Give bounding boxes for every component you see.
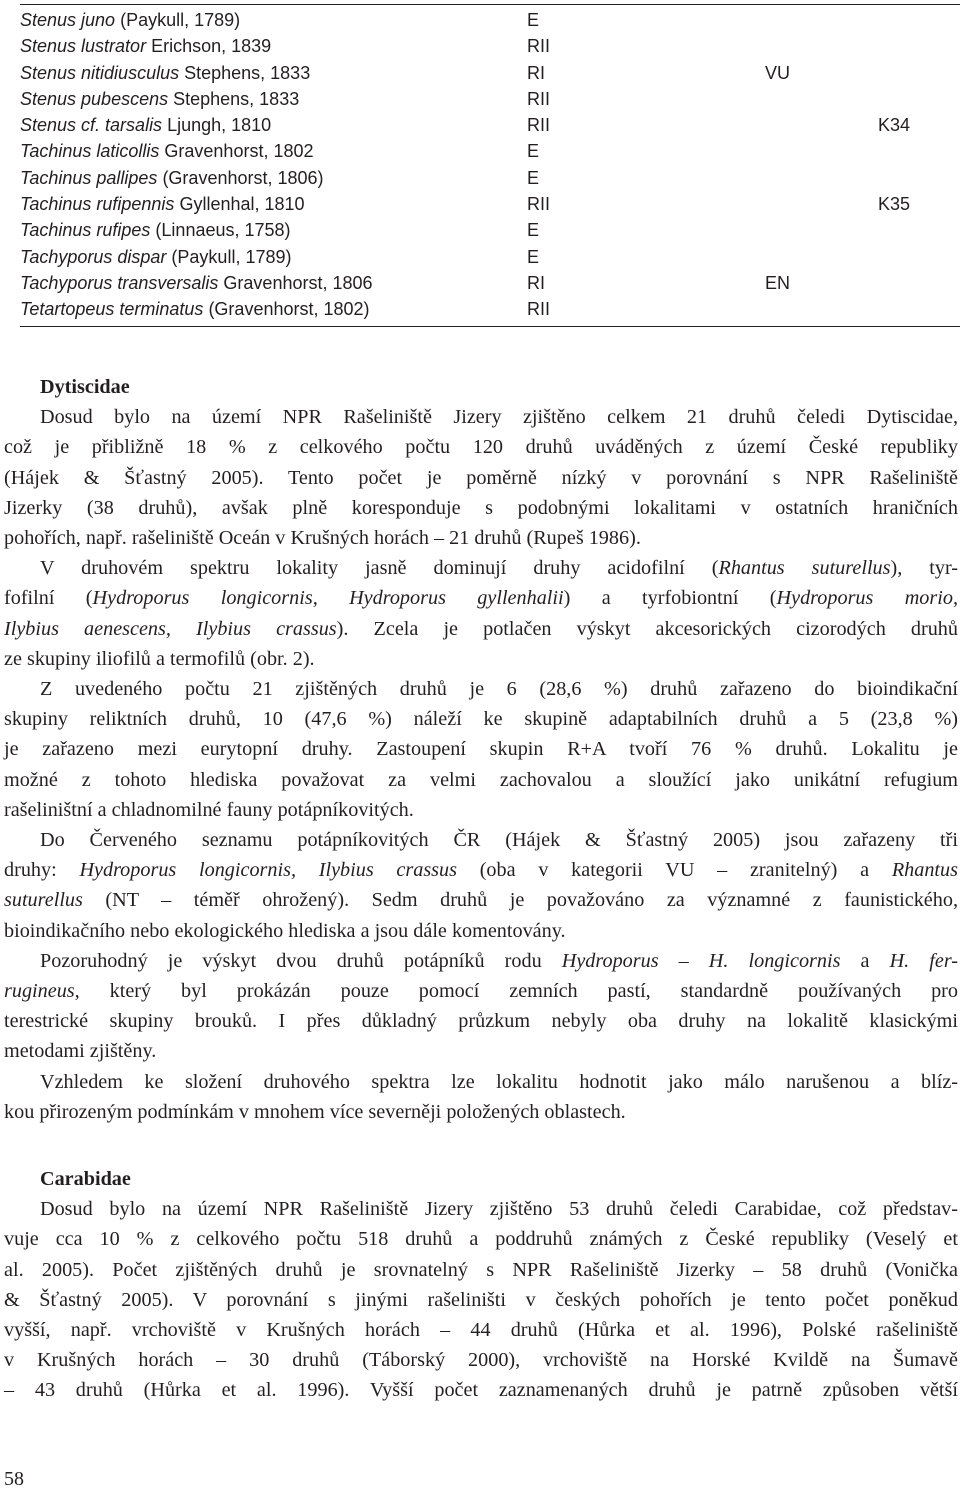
species-name-cell (20, 33, 271, 59)
species-name: Rhantus suturellus (718, 557, 891, 580)
species-author: (Paykull, 1789) (115, 10, 241, 30)
species-author: Gravenhorst, 1802 (159, 141, 314, 162)
text-run: ). Zcela je potlačen výskyt akcesorických cizorodých druhů (336, 617, 958, 640)
category-cell: RI (527, 62, 545, 83)
paragraph (4, 674, 958, 825)
text-run: Pozoruhodný je výskyt dvou druhů potápníků rodu (40, 949, 562, 972)
text-line: v Krušných horách – 30 druhů (Táborský 2000), vrchoviště na Horské Kvildě na Šumavě (4, 1349, 958, 1372)
dytiscidae-section (4, 372, 958, 1127)
species-author: Stephens, 1833 (168, 88, 300, 109)
text-line (4, 614, 958, 644)
section-heading-dytiscidae: Dytiscidae (40, 376, 130, 398)
text-line: rašeliništní a chladnomilné fauny potápníkovitých. (4, 798, 414, 821)
text-line: což je přibližně 18 % z celkového počtu 120 druhů uváděných z území České republiky (4, 436, 958, 459)
category-cell: E (527, 220, 540, 241)
text-line: & Šťastný 2005). V porovnání s jinými rašeliništi v českých pohořích je tento počet poněkud (4, 1288, 958, 1311)
species-author: Erichson, 1839 (146, 36, 272, 57)
species-row (20, 217, 960, 243)
text-line: bioindikačního nebo ekologického hlediska a jsou dále komentovány. (4, 919, 566, 942)
text-line: je zařazeno mezi eurytopní druhy. Zastoupení skupin R+A tvoří 76 % druhů. Lokalitu je (4, 738, 958, 761)
species-author: Gyllenhal, 1810 (174, 194, 305, 215)
species-name-cell (20, 112, 271, 138)
category-cell: E (527, 167, 540, 188)
species-row (20, 165, 960, 191)
species-latin-name: Tetartopeus terminatus (20, 299, 204, 320)
species-latin-name: Stenus nitidiusculus (20, 62, 180, 83)
text-line: kou přirozeným podmínkám v mnohem více severněji položených oblastech. (4, 1100, 626, 1123)
species-name-cell (20, 191, 305, 217)
text-line: Dosud bylo na území NPR Rašeliniště Jizery zjištěno celkem 21 druhů čeledi Dytiscidae, (40, 406, 958, 429)
paragraph (4, 1194, 958, 1405)
category-cell: E (527, 10, 540, 30)
text-line: Vzhledem ke složení druhového spektra lze lokalitu hodnotit jako málo narušenou a blíz- (40, 1070, 958, 1093)
text-line: al. 2005). Počet zjištěných druhů je srovnatelný s NPR Rašeliniště Jizerky – 58 druhů (Vonička (4, 1258, 958, 1281)
species-name-cell (20, 165, 324, 191)
text-run: , který byl prokázán pouze pomocí zemních pastí, standardně používaných pro (74, 980, 958, 1003)
text-run: V druhovém spektru lokality jasně dominují druhy acidofilní ( (40, 557, 719, 580)
category-cell: RII (527, 88, 551, 109)
species-name: suturellus (4, 889, 83, 912)
species-prefix: Stenus cf. (20, 115, 106, 136)
text-line (4, 583, 958, 613)
text-line: Jizerky (38 druhů), avšak plně koresponduje s podobnými lokalitami v ostatních hraničních (4, 496, 958, 519)
species-name-cell (20, 270, 373, 296)
species-name: H. fer- (889, 949, 958, 972)
species-name: Hydroporus longicornis, Ilybius crassus (79, 859, 457, 882)
species-name-cell (20, 60, 310, 86)
species-latin-name: Stenus lustrator (20, 36, 147, 57)
species-row (20, 86, 960, 112)
species-row (20, 296, 960, 322)
species-latin-name: Tachyporus transversalis (20, 272, 219, 293)
text-line: (Hájek & Šťastný 2005). Tento počet je poměrně nízký v porovnání s NPR Rašeliniště (4, 466, 958, 489)
species-row (20, 191, 960, 217)
species-row (20, 244, 960, 270)
species-author: Gravenhorst, 1806 (218, 272, 373, 293)
text-line: metodami zjištěny. (4, 1040, 157, 1063)
text-run: (NT – téměř ohrožený). Sedm druhů je považováno za významné z faunistického, (82, 889, 958, 912)
text-line (4, 976, 958, 1006)
species-latin-name: Tachinus rufipennis (20, 194, 175, 215)
species-author: Ljungh, 1810 (162, 115, 272, 136)
species-name-cell (20, 296, 370, 322)
category-cell: RII (527, 194, 551, 215)
species-name: Rhantus (891, 859, 958, 882)
text-run: fofilní ( (4, 587, 93, 610)
text-line (4, 946, 958, 976)
species-name-cell (20, 7, 240, 33)
text-line: vyšší, např. vrchoviště v Krušných horách – 44 druhů (Hůrka et al. 1996), Polské rašeliniště (4, 1319, 958, 1342)
paragraph (4, 1067, 958, 1127)
text-line (4, 553, 958, 583)
category-cell: RII (527, 299, 551, 320)
species-author: Stephens, 1833 (179, 62, 311, 83)
category-cell: E (527, 141, 540, 162)
species-author: (Linnaeus, 1758) (150, 220, 291, 241)
paragraph (4, 825, 958, 946)
species-row (20, 33, 960, 59)
text-line: terestrické skupiny brouků. I přes důkladný průzkum nebyly oba druhy na lokalitě klasickými (4, 1010, 958, 1033)
species-name-cell (20, 86, 299, 112)
text-line: skupiny reliktních druhů, 10 (47,6 %) náleží ke skupině adaptabilních druhů a 5 (23,8 %) (4, 708, 958, 731)
redlist-cell: EN (765, 272, 791, 293)
species-name-cell (20, 138, 314, 164)
species-latin-name: Stenus juno (20, 10, 116, 30)
species-name: Hydroporus longicornis, Hydroporus gyllenhalii (92, 587, 564, 610)
text-line: – 43 druhů (Hůrka et al. 1996). Vyšší počet zaznamenaných druhů je patrně způsoben větší (4, 1379, 958, 1402)
species-row (20, 112, 960, 138)
species-latin-name: Stenus pubescens (20, 88, 169, 109)
species-table (20, 4, 960, 327)
species-row (20, 270, 960, 296)
species-latin-name: tarsalis (105, 115, 163, 136)
species-author: (Gravenhorst, 1806) (157, 167, 324, 188)
species-row (20, 7, 960, 33)
paragraph (4, 402, 958, 553)
species-name: Hydroporus – H. longicornis (561, 949, 841, 972)
species-name-cell (20, 244, 291, 270)
species-name: rugineus (4, 980, 75, 1003)
text-run: ), tyr- (890, 557, 958, 580)
paragraph (4, 946, 958, 1067)
text-line: ze skupiny iliofilů a termofilů (obr. 2). (4, 647, 315, 670)
page-number: 58 (4, 1468, 24, 1490)
text-run: a (840, 949, 890, 972)
species-latin-name: Tachinus rufipes (20, 220, 151, 241)
text-run: druhy: (4, 859, 80, 882)
redlist-cell: VU (765, 62, 791, 83)
species-latin-name: Tachinus pallipes (20, 167, 158, 188)
text-line: možné z tohoto hlediska považovat za velmi zachovalou a sloužící jako unikátní refugium (4, 768, 958, 791)
text-line (4, 855, 958, 885)
species-row (20, 60, 960, 86)
text-run: ) a tyrfobiontní ( (563, 587, 777, 610)
species-latin-name: Tachyporus dispar (20, 246, 167, 267)
comment-ref-cell: K35 (878, 194, 911, 215)
paragraph (4, 553, 958, 674)
text-line: Dosud bylo na území NPR Rašeliniště Jizery zjištěno 53 druhů čeledi Carabidae, což představ- (40, 1198, 958, 1221)
comment-ref-cell: K34 (878, 115, 911, 136)
species-latin-name: Tachinus laticollis (20, 141, 160, 162)
species-name-cell (20, 217, 291, 243)
category-cell: E (527, 246, 540, 267)
text-run: (oba v kategorii VU – zranitelný) a (456, 859, 892, 882)
species-name: Ilybius aenescens, Ilybius crassus (4, 617, 337, 640)
text-line: Do Červeného seznamu potápníkovitých ČR (Hájek & Šťastný 2005) jsou zařazeny tři (40, 829, 958, 852)
text-line: Z uvedeného počtu 21 zjištěných druhů je 6 (28,6 %) druhů zařazeno do bioindikační (40, 678, 958, 701)
species-author: (Gravenhorst, 1802) (203, 299, 370, 320)
text-line: pohořích, např. rašeliniště Oceán v Krušných horách – 21 druhů (Rupeš 1986). (4, 527, 641, 550)
text-line (4, 885, 958, 915)
species-row (20, 138, 960, 164)
category-cell: RII (527, 115, 551, 136)
species-author: (Paykull, 1789) (166, 246, 292, 267)
carabidae-section (4, 1164, 958, 1406)
category-cell: RII (527, 36, 551, 57)
section-heading-carabidae: Carabidae (40, 1168, 131, 1190)
text-line: vuje cca 10 % z celkového počtu 518 druhů a poddruhů známých z České republiky (Veselý et (4, 1228, 958, 1251)
species-name: Hydroporus morio, (776, 587, 959, 610)
category-cell: RI (527, 272, 545, 293)
